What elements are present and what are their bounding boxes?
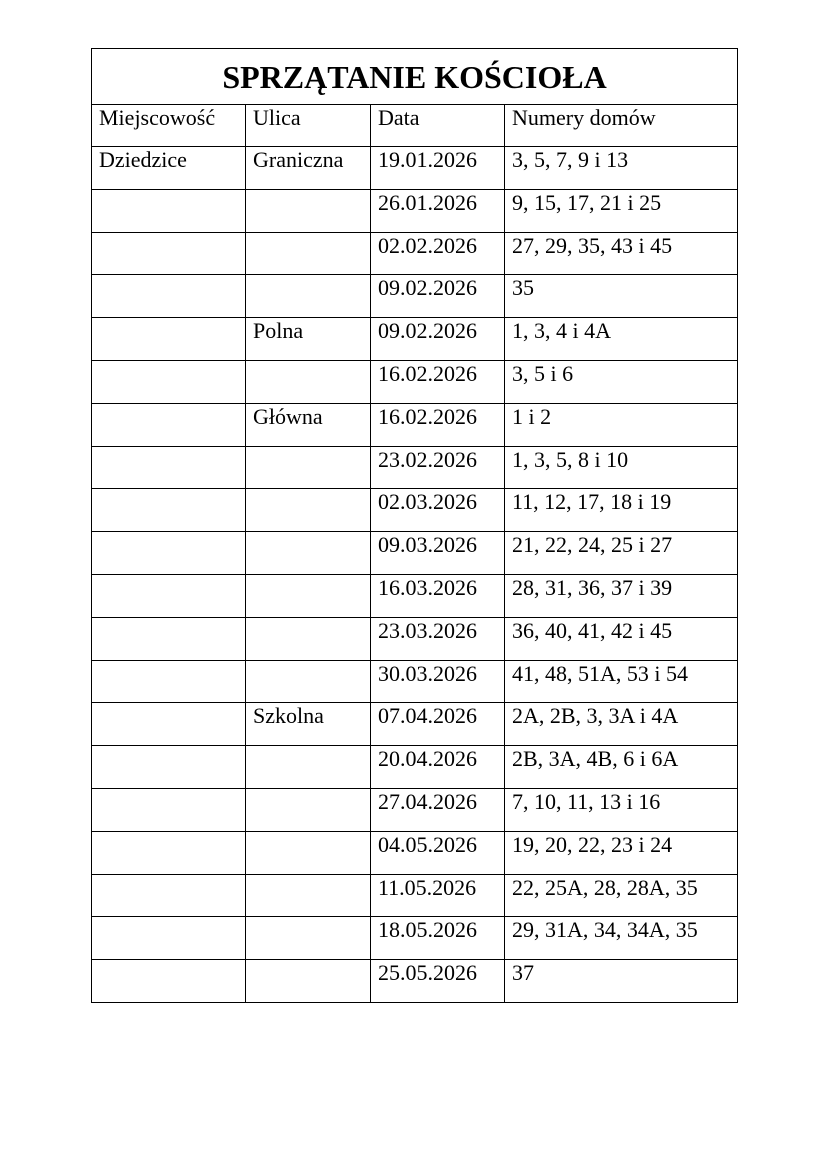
cell-street: [246, 275, 371, 318]
table-row: [92, 703, 738, 746]
cell-street: [246, 874, 371, 917]
cell-date: 27.04.2026: [371, 788, 505, 831]
cell-place: [92, 960, 246, 1003]
cell-street: [246, 917, 371, 960]
cell-place: [92, 232, 246, 275]
cell-place: [92, 189, 246, 232]
table-row: [92, 318, 738, 361]
cell-place: [92, 746, 246, 789]
table-row: [92, 660, 738, 703]
cell-date: 25.05.2026: [371, 960, 505, 1003]
cleaning-schedule-table: [91, 48, 738, 1003]
table-row: [92, 446, 738, 489]
table-row: [92, 831, 738, 874]
cell-place: [92, 617, 246, 660]
header-houses: Numery domów: [505, 105, 738, 147]
header-row: [92, 105, 738, 147]
cell-houses: 2B, 3A, 4B, 6 i 6A: [505, 746, 738, 789]
cell-houses: 19, 20, 22, 23 i 24: [505, 831, 738, 874]
cell-houses: 36, 40, 41, 42 i 45: [505, 617, 738, 660]
cell-houses: 7, 10, 11, 13 i 16: [505, 788, 738, 831]
cell-place: [92, 703, 246, 746]
cell-street: [246, 446, 371, 489]
cell-street: Polna: [246, 318, 371, 361]
cell-houses: 37: [505, 960, 738, 1003]
table-row: [92, 960, 738, 1003]
cell-date: 11.05.2026: [371, 874, 505, 917]
table-row: [92, 874, 738, 917]
cleaning-schedule-document: [91, 48, 737, 1003]
page-title: SPRZĄTANIE KOŚCIOŁA: [92, 49, 738, 105]
cell-houses: 11, 12, 17, 18 i 19: [505, 489, 738, 532]
cell-date: 02.03.2026: [371, 489, 505, 532]
cell-place: [92, 403, 246, 446]
cell-houses: 28, 31, 36, 37 i 39: [505, 574, 738, 617]
cell-street: Główna: [246, 403, 371, 446]
cell-date: 02.02.2026: [371, 232, 505, 275]
header-date: Data: [371, 105, 505, 147]
header-place: Miejscowość: [92, 105, 246, 147]
cell-street: [246, 489, 371, 532]
cell-street: [246, 960, 371, 1003]
cell-date: 23.02.2026: [371, 446, 505, 489]
table-row: [92, 275, 738, 318]
table-row: [92, 360, 738, 403]
table-row: [92, 489, 738, 532]
cell-date: 09.02.2026: [371, 318, 505, 361]
header-street: Ulica: [246, 105, 371, 147]
cell-houses: 1 i 2: [505, 403, 738, 446]
cell-street: [246, 746, 371, 789]
cell-place: [92, 489, 246, 532]
cell-street: [246, 360, 371, 403]
cell-houses: 22, 25A, 28, 28A, 35: [505, 874, 738, 917]
table-row: [92, 189, 738, 232]
cell-date: 09.02.2026: [371, 275, 505, 318]
table-row: [92, 788, 738, 831]
cell-date: 07.04.2026: [371, 703, 505, 746]
cell-date: 20.04.2026: [371, 746, 505, 789]
cell-houses: 29, 31A, 34, 34A, 35: [505, 917, 738, 960]
cell-place: [92, 874, 246, 917]
cell-houses: 1, 3, 5, 8 i 10: [505, 446, 738, 489]
cell-date: 18.05.2026: [371, 917, 505, 960]
table-row: [92, 532, 738, 575]
cell-date: 09.03.2026: [371, 532, 505, 575]
cell-place: [92, 831, 246, 874]
cell-date: 26.01.2026: [371, 189, 505, 232]
cell-houses: 21, 22, 24, 25 i 27: [505, 532, 738, 575]
cell-place: [92, 917, 246, 960]
cell-street: [246, 232, 371, 275]
cell-date: 30.03.2026: [371, 660, 505, 703]
table-row: [92, 403, 738, 446]
cell-street: [246, 788, 371, 831]
cell-place: [92, 788, 246, 831]
cell-place: Dziedzice: [92, 147, 246, 190]
cell-street: [246, 660, 371, 703]
cell-place: [92, 318, 246, 361]
cell-date: 23.03.2026: [371, 617, 505, 660]
cell-houses: 2A, 2B, 3, 3A i 4A: [505, 703, 738, 746]
cell-date: 04.05.2026: [371, 831, 505, 874]
cell-place: [92, 574, 246, 617]
table-row: [92, 574, 738, 617]
cell-place: [92, 446, 246, 489]
cell-houses: 41, 48, 51A, 53 i 54: [505, 660, 738, 703]
cell-date: 16.02.2026: [371, 360, 505, 403]
cell-street: [246, 574, 371, 617]
cell-street: Szkolna: [246, 703, 371, 746]
cell-houses: 35: [505, 275, 738, 318]
cell-houses: 27, 29, 35, 43 i 45: [505, 232, 738, 275]
cell-street: [246, 532, 371, 575]
table-row: [92, 917, 738, 960]
table-row: [92, 617, 738, 660]
cell-street: Graniczna: [246, 147, 371, 190]
cell-street: [246, 831, 371, 874]
cell-houses: 1, 3, 4 i 4A: [505, 318, 738, 361]
cell-houses: 3, 5 i 6: [505, 360, 738, 403]
table-row: [92, 232, 738, 275]
table-row: [92, 746, 738, 789]
cell-street: [246, 189, 371, 232]
cell-place: [92, 660, 246, 703]
cell-date: 16.03.2026: [371, 574, 505, 617]
cell-street: [246, 617, 371, 660]
cell-houses: 9, 15, 17, 21 i 25: [505, 189, 738, 232]
cell-place: [92, 360, 246, 403]
cell-date: 16.02.2026: [371, 403, 505, 446]
cell-place: [92, 532, 246, 575]
cell-place: [92, 275, 246, 318]
table-row: [92, 147, 738, 190]
cell-houses: 3, 5, 7, 9 i 13: [505, 147, 738, 190]
cell-date: 19.01.2026: [371, 147, 505, 190]
